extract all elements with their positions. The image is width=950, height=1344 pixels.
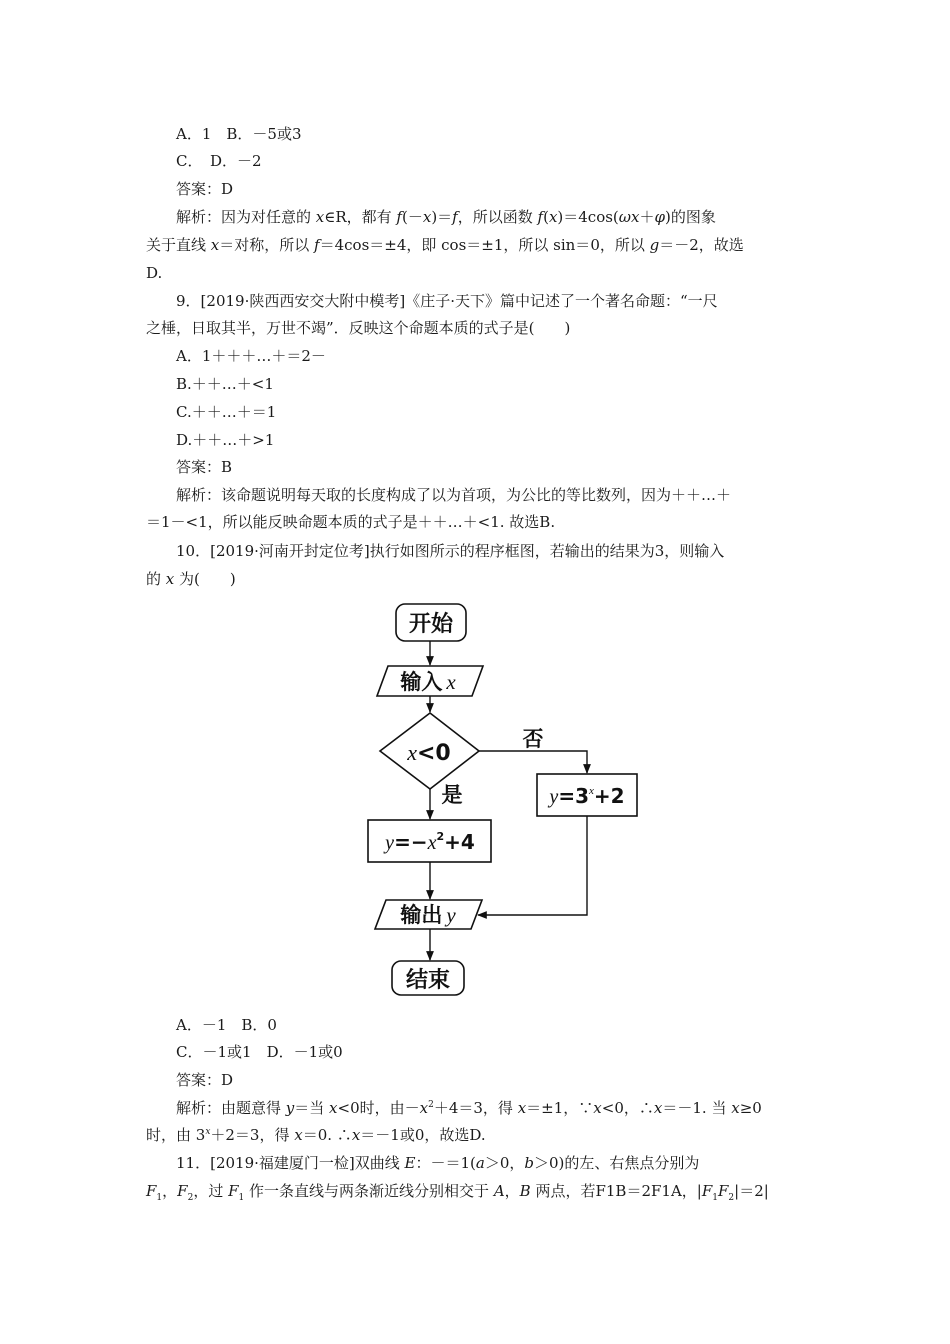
- q10-options-ab: A．－1 B．0: [176, 1016, 277, 1034]
- q8-options-ab: A．1 B．－5或3: [176, 125, 302, 143]
- q8-solution-line-1: 解析：因为对任意的 x∈R，都有 f(－x)＝f，所以函数 f(x)＝4cos(ωx＋φ)的图象: [176, 208, 716, 226]
- input-label: 输入 x: [400, 670, 456, 694]
- q10-solution-line-1: 解析：由题意得 y＝当 x<0时，由$-x^2+4=3$，得 x＝±1，∵x<0，∴x＝－1. 当 x≥0: [176, 1099, 762, 1117]
- q10-options-cd: C．－1或1 D．－1或0: [176, 1043, 343, 1061]
- q11-stem-line-2: $F_1$，$F_2$，过 $F_1$ 作一条直线与两条渐近线分别相交于 A，B 两点，若F1B＝2F1A，$|F_1F_2|=2|$: [146, 1182, 769, 1203]
- q10-stem-line-2: 的 x 为( ): [146, 570, 236, 588]
- q8-answer: 答案：D: [176, 180, 234, 198]
- arrow-no-branch: [479, 751, 587, 773]
- q9-option-d: D.＋＋…＋>1: [176, 431, 275, 449]
- q9-option-a: A．1＋＋＋…＋＝2－: [176, 347, 326, 365]
- output-label: 输出 y: [400, 903, 456, 927]
- q10-stem-line-1: 10．[2019·河南开封定位考]执行如图所示的程序框图，若输出的结果为3，则输入: [176, 542, 725, 560]
- start-label: 开始: [408, 612, 454, 637]
- q9-stem-line-1: 9．[2019·陕西西安交大附中模考]《庄子·天下》篇中记述了一个著名命题：“一尺: [176, 292, 718, 310]
- condition-label: x<0: [407, 740, 451, 766]
- q8-solution-line-2: 关于直线 x＝对称，所以 f＝4cos＝±4，即 cos＝±1，所以 sin＝0，所以 g＝－2，故选: [146, 236, 744, 254]
- no-branch-formula: $y=3^x+2$: [549, 784, 625, 808]
- q9-answer: 答案：B: [176, 458, 233, 476]
- program-flowchart: [360, 598, 650, 1002]
- q9-solution-line-1: 解析：该命题说明每天取的长度构成了以为首项，为公比的等比数列，因为＋＋…＋: [176, 486, 732, 504]
- q8-solution-line-3: D.: [146, 264, 163, 282]
- yes-branch-label: 是: [441, 783, 463, 807]
- q9-option-b: B.＋＋…＋<1: [176, 375, 274, 393]
- q9-stem-line-2: 之棰，日取其半，万世不竭”．反映这个命题本质的式子是( ): [146, 319, 571, 337]
- q11-stem-line-1: 11．[2019·福建厦门一检]双曲线 E：－＝1(a＞0，b＞0)的左、右焦点分别为: [176, 1154, 700, 1172]
- q9-option-c: C.＋＋…＋＝1: [176, 403, 277, 421]
- end-label: 结束: [405, 968, 451, 993]
- q9-solution-line-2: ＝1－<1，所以能反映命题本质的式子是＋＋…＋<1. 故选B.: [146, 513, 556, 531]
- q8-options-cd: C． D．－2: [176, 152, 262, 170]
- arrow-no-to-output: [478, 816, 587, 915]
- yes-branch-formula: $y=-x^2+4$: [385, 830, 475, 854]
- q10-solution-line-2: 时，由 $3^x+2=3$，得 x＝0. ∴x＝－1或0，故选D.: [146, 1126, 486, 1144]
- no-branch-label: 否: [522, 727, 544, 751]
- q10-answer: 答案：D: [176, 1071, 234, 1089]
